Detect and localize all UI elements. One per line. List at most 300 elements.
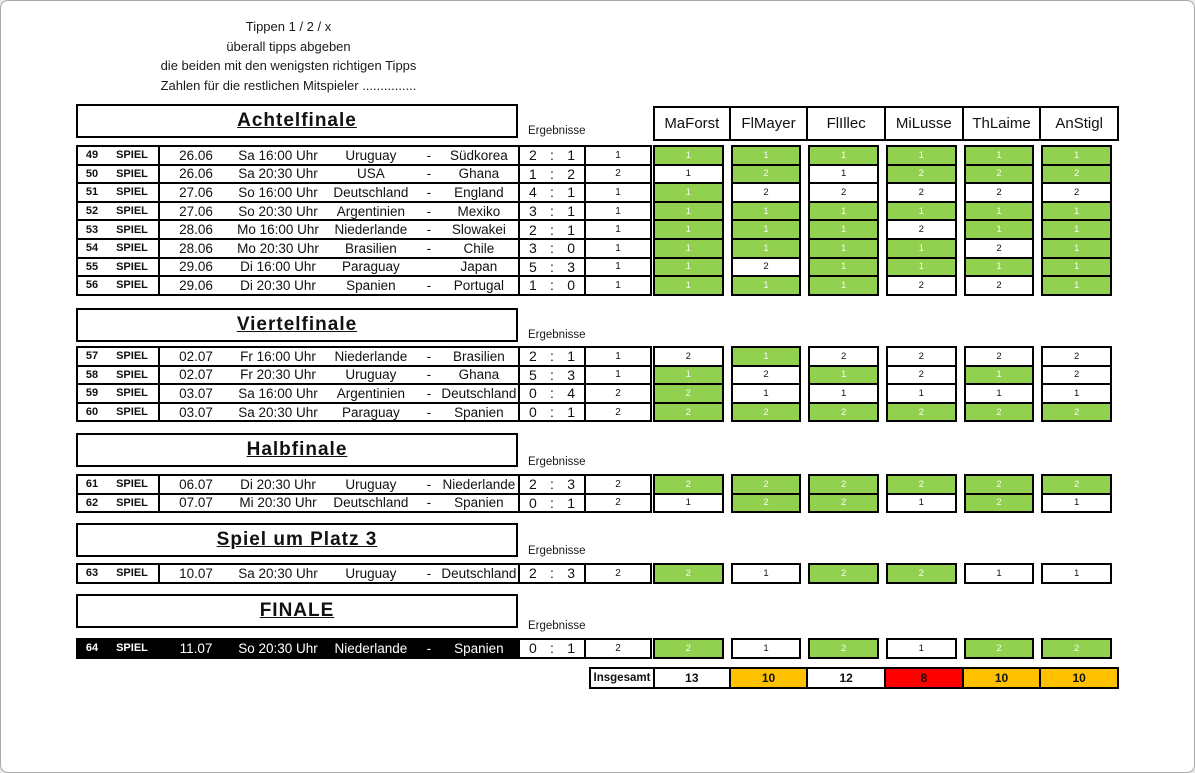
score-colon: :	[550, 258, 554, 275]
tip-cell-thlaime: 1	[964, 383, 1035, 404]
tip-cell-thlaime: 2	[964, 474, 1035, 495]
spiel-label: SPIEL	[116, 167, 148, 180]
tip-cell-flmayer: 2	[731, 402, 802, 423]
tip-cell-milusse: 1	[886, 145, 957, 166]
match-date: 11.07	[179, 640, 213, 656]
score-box	[518, 257, 586, 278]
team-separator: -	[426, 147, 432, 163]
home-team: Spanien	[346, 277, 396, 293]
home-team: Uruguay	[345, 147, 397, 163]
match-info-box	[158, 182, 520, 203]
spiel-label: SPIEL	[116, 567, 148, 580]
tip-cell-milusse: 1	[886, 257, 957, 278]
score-colon: :	[550, 404, 554, 421]
result-value: 2	[615, 387, 621, 399]
result-box	[584, 638, 652, 659]
result-box	[584, 474, 652, 495]
spiel-label: SPIEL	[116, 149, 148, 162]
result-value: 1	[615, 369, 621, 381]
note-line-1: Tippen 1 / 2 / x	[245, 19, 332, 34]
score-box	[518, 493, 586, 514]
section-title-box	[76, 523, 518, 557]
result-value: 1	[615, 186, 621, 198]
score-colon: :	[550, 348, 554, 365]
score-home: 2	[529, 221, 537, 238]
match-id-box	[76, 474, 160, 495]
match-date: 26.06	[179, 147, 213, 163]
tip-cell-milusse: 2	[886, 365, 957, 386]
spiel-label: SPIEL	[116, 279, 148, 292]
header-notes	[61, 17, 516, 95]
section-title-box	[76, 308, 518, 342]
away-team: Südkorea	[450, 147, 508, 163]
team-separator: -	[426, 277, 432, 293]
result-box	[584, 346, 652, 367]
spiel-label: SPIEL	[116, 205, 148, 218]
home-team: Argentinien	[336, 385, 406, 401]
score-away: 0	[567, 240, 575, 257]
tip-cell-anstigl: 1	[1041, 145, 1112, 166]
score-box	[518, 365, 586, 386]
total-cell-thlaime: 10	[962, 667, 1042, 689]
tip-cell-milusse: 2	[886, 474, 957, 495]
tip-cell-thlaime: 2	[964, 238, 1035, 259]
tip-cell-anstigl: 2	[1041, 346, 1112, 367]
score-colon: :	[550, 203, 554, 220]
section-title: Halbfinale	[246, 439, 348, 460]
tip-cell-flillec: 2	[808, 563, 879, 584]
match-day-time: So 20:30 Uhr	[238, 640, 318, 656]
match-number: 59	[85, 387, 99, 400]
match-id-box	[76, 145, 160, 166]
spiel-label: SPIEL	[116, 186, 148, 199]
score-colon: :	[550, 640, 554, 657]
match-id-box	[76, 164, 160, 185]
score-away: 1	[567, 348, 575, 365]
match-date: 29.06	[179, 259, 213, 275]
score-box	[518, 201, 586, 222]
tip-cell-milusse: 1	[886, 638, 957, 659]
score-home: 1	[529, 277, 537, 294]
section-title-box	[76, 104, 518, 138]
score-away: 1	[567, 221, 575, 238]
tip-cell-flmayer: 1	[731, 346, 802, 367]
result-box	[584, 365, 652, 386]
score-box	[518, 402, 586, 423]
score-away: 1	[567, 147, 575, 164]
score-box	[518, 346, 586, 367]
tips-row	[653, 145, 1119, 166]
tip-cell-thlaime: 1	[964, 219, 1035, 240]
tip-cell-anstigl: 1	[1041, 219, 1112, 240]
team-separator: -	[426, 367, 432, 383]
tip-cell-milusse: 1	[886, 383, 957, 404]
total-cell-milusse: 8	[884, 667, 964, 689]
tips-row	[653, 402, 1119, 423]
match-info-box	[158, 238, 520, 259]
match-number: 53	[85, 223, 99, 236]
tip-cell-flillec: 1	[808, 257, 879, 278]
match-date: 02.07	[179, 348, 213, 364]
score-away: 2	[567, 165, 575, 182]
match-number: 49	[85, 149, 99, 162]
result-box	[584, 238, 652, 259]
tip-cell-thlaime: 2	[964, 275, 1035, 296]
player-header-anstigl: AnStigl	[1039, 106, 1119, 141]
tip-cell-flillec: 2	[808, 638, 879, 659]
score-colon: :	[550, 476, 554, 493]
tip-cell-anstigl: 2	[1041, 164, 1112, 185]
score-box	[518, 275, 586, 296]
score-away: 4	[567, 385, 575, 402]
home-team: Deutschland	[333, 495, 409, 511]
score-away: 1	[567, 404, 575, 421]
match-row	[76, 493, 652, 514]
tip-cell-maforst: 2	[653, 346, 724, 367]
away-team: Brasilien	[453, 348, 505, 364]
away-team: Niederlande	[442, 476, 516, 492]
match-date: 28.06	[179, 222, 213, 238]
match-info-box	[158, 164, 520, 185]
team-separator: -	[426, 348, 432, 364]
spiel-label: SPIEL	[116, 350, 148, 363]
home-team: Niederlande	[334, 222, 408, 238]
match-number: 60	[85, 406, 99, 419]
match-date: 26.06	[179, 166, 213, 182]
match-number: 63	[85, 567, 99, 580]
tip-cell-milusse: 2	[886, 219, 957, 240]
home-team: Argentinien	[336, 203, 406, 219]
match-day-time: Sa 20:30 Uhr	[238, 166, 318, 182]
team-separator: -	[426, 184, 432, 200]
match-id-box	[76, 383, 160, 404]
match-row	[76, 638, 652, 659]
match-info-box	[158, 402, 520, 423]
score-home: 0	[529, 404, 537, 421]
home-team: Brasilien	[345, 240, 397, 256]
away-team: Japan	[460, 259, 498, 275]
player-header-maforst: MaForst	[653, 106, 731, 141]
match-day-time: Mi 20:30 Uhr	[239, 495, 317, 511]
result-value: 2	[615, 642, 621, 654]
section-title-box	[76, 433, 518, 467]
tip-cell-thlaime: 1	[964, 145, 1035, 166]
score-away: 0	[567, 277, 575, 294]
tip-cell-flillec: 1	[808, 365, 879, 386]
match-number: 58	[85, 368, 99, 381]
match-info-box	[158, 474, 520, 495]
tip-cell-milusse: 1	[886, 201, 957, 222]
player-header-milusse: MiLusse	[884, 106, 964, 141]
tip-cell-flmayer: 2	[731, 474, 802, 495]
match-day-time: Di 20:30 Uhr	[240, 277, 316, 293]
match-row	[76, 365, 652, 386]
match-row	[76, 201, 652, 222]
result-box	[584, 164, 652, 185]
team-separator: -	[426, 222, 432, 238]
result-value: 2	[615, 567, 621, 579]
score-home: 5	[529, 366, 537, 383]
tip-cell-maforst: 1	[653, 493, 724, 514]
tip-cell-anstigl: 1	[1041, 201, 1112, 222]
tip-cell-maforst: 1	[653, 365, 724, 386]
score-box	[518, 383, 586, 404]
away-team: Spanien	[454, 404, 504, 420]
tip-cell-anstigl: 1	[1041, 383, 1112, 404]
match-id-box	[76, 493, 160, 514]
score-home: 2	[529, 476, 537, 493]
result-box	[584, 219, 652, 240]
tip-cell-maforst: 1	[653, 257, 724, 278]
note-line-3: die beiden mit den wenigsten richtigen Tipps	[160, 58, 417, 73]
match-day-time: So 20:30 Uhr	[238, 203, 318, 219]
match-row	[76, 474, 652, 495]
team-separator: -	[426, 385, 432, 401]
match-info-box	[158, 145, 520, 166]
spiel-label: SPIEL	[116, 387, 148, 400]
match-row	[76, 275, 652, 296]
match-number: 51	[85, 186, 99, 199]
score-box	[518, 474, 586, 495]
spiel-label: SPIEL	[116, 368, 148, 381]
match-id-box	[76, 275, 160, 296]
ergebnisse-label: Ergebnisse	[528, 456, 586, 468]
match-number: 64	[85, 642, 99, 655]
match-day-time: Sa 20:30 Uhr	[238, 404, 318, 420]
tips-row	[653, 493, 1119, 514]
match-info-box	[158, 257, 520, 278]
tip-cell-milusse: 1	[886, 493, 957, 514]
score-box	[518, 182, 586, 203]
tip-cell-thlaime: 2	[964, 346, 1035, 367]
away-team: Spanien	[454, 495, 504, 511]
score-colon: :	[550, 147, 554, 164]
match-day-time: Sa 16:00 Uhr	[238, 385, 318, 401]
match-number: 55	[85, 260, 99, 273]
score-home: 5	[529, 258, 537, 275]
result-value: 1	[615, 205, 621, 217]
match-id-box	[76, 201, 160, 222]
score-home: 0	[529, 494, 537, 511]
team-separator: -	[426, 240, 432, 256]
tip-cell-thlaime: 1	[964, 257, 1035, 278]
tips-row	[653, 383, 1119, 404]
match-number: 50	[85, 167, 99, 180]
tip-cell-flmayer: 2	[731, 365, 802, 386]
tip-cell-flmayer: 1	[731, 563, 802, 584]
tip-cell-flillec: 1	[808, 164, 879, 185]
tip-cell-thlaime: 2	[964, 402, 1035, 423]
spiel-label: SPIEL	[116, 223, 148, 236]
result-box	[584, 201, 652, 222]
tips-row	[653, 164, 1119, 185]
match-day-time: Mo 16:00 Uhr	[237, 222, 319, 238]
score-home: 3	[529, 240, 537, 257]
match-day-time: Sa 16:00 Uhr	[238, 147, 318, 163]
section-title: Viertelfinale	[236, 314, 358, 335]
away-team: England	[454, 184, 504, 200]
score-colon: :	[550, 221, 554, 238]
match-id-box	[76, 563, 160, 584]
match-row	[76, 145, 652, 166]
tip-cell-flillec: 2	[808, 493, 879, 514]
result-box	[584, 145, 652, 166]
score-away: 3	[567, 366, 575, 383]
score-box	[518, 164, 586, 185]
total-cell-anstigl: 10	[1039, 667, 1119, 689]
tips-row	[653, 365, 1119, 386]
player-header-flmayer: FlMayer	[729, 106, 809, 141]
note-line-2: überall tipps abgeben	[226, 38, 351, 54]
tips-row	[653, 563, 1119, 584]
result-value: 2	[615, 497, 621, 509]
result-value: 1	[615, 350, 621, 362]
tip-cell-flmayer: 1	[731, 275, 802, 296]
ergebnisse-label: Ergebnisse	[528, 620, 586, 632]
tips-row	[653, 257, 1119, 278]
match-day-time: Fr 16:00 Uhr	[240, 348, 316, 364]
result-box	[584, 182, 652, 203]
score-away: 3	[567, 565, 575, 582]
match-number: 56	[85, 279, 99, 292]
score-box	[518, 219, 586, 240]
tip-cell-maforst: 2	[653, 402, 724, 423]
score-box	[518, 238, 586, 259]
match-row	[76, 563, 652, 584]
score-colon: :	[550, 277, 554, 294]
score-colon: :	[550, 385, 554, 402]
score-away: 1	[567, 203, 575, 220]
tip-cell-flmayer: 1	[731, 238, 802, 259]
totals-row	[653, 667, 1119, 689]
away-team: Deutschland	[441, 565, 517, 581]
tip-cell-maforst: 2	[653, 638, 724, 659]
match-info-box	[158, 346, 520, 367]
score-home: 1	[529, 165, 537, 182]
match-date: 29.06	[179, 277, 213, 293]
score-colon: :	[550, 494, 554, 511]
totals-label: Insgesamt	[589, 667, 655, 689]
tip-cell-maforst: 1	[653, 182, 724, 203]
match-row	[76, 346, 652, 367]
match-info-box	[158, 219, 520, 240]
away-team: Ghana	[458, 166, 500, 182]
match-row	[76, 164, 652, 185]
tip-cell-flmayer: 1	[731, 638, 802, 659]
tip-cell-flmayer: 2	[731, 257, 802, 278]
section-title-box	[76, 594, 518, 628]
team-separator: -	[426, 495, 432, 511]
match-day-time: Mo 20:30 Uhr	[237, 240, 319, 256]
tip-cell-thlaime: 2	[964, 638, 1035, 659]
result-value: 1	[615, 261, 621, 273]
tip-cell-anstigl: 2	[1041, 638, 1112, 659]
match-id-box	[76, 346, 160, 367]
away-team: Chile	[463, 240, 495, 256]
spiel-label: SPIEL	[116, 260, 148, 273]
team-separator: -	[426, 640, 432, 656]
tip-cell-milusse: 2	[886, 182, 957, 203]
match-row	[76, 219, 652, 240]
home-team: Deutschland	[333, 184, 409, 200]
home-team: Uruguay	[345, 367, 397, 383]
match-date: 06.07	[179, 476, 213, 492]
home-team: Niederlande	[334, 640, 408, 656]
result-box	[584, 275, 652, 296]
tip-cell-thlaime: 2	[964, 164, 1035, 185]
tip-cell-milusse: 2	[886, 346, 957, 367]
match-info-box	[158, 201, 520, 222]
player-header-row	[653, 106, 1119, 141]
tips-row	[653, 346, 1119, 367]
tip-cell-flillec: 1	[808, 219, 879, 240]
match-info-box	[158, 638, 520, 659]
match-day-time: So 16:00 Uhr	[238, 184, 318, 200]
tip-cell-flmayer: 1	[731, 219, 802, 240]
score-away: 1	[567, 184, 575, 201]
match-day-time: Di 16:00 Uhr	[240, 259, 316, 275]
match-number: 52	[85, 205, 99, 218]
tip-cell-thlaime: 2	[964, 493, 1035, 514]
match-row	[76, 182, 652, 203]
team-separator: -	[426, 166, 432, 182]
tip-cell-maforst: 2	[653, 563, 724, 584]
match-number: 61	[85, 478, 99, 491]
score-colon: :	[550, 366, 554, 383]
spiel-label: SPIEL	[116, 642, 148, 655]
total-cell-maforst: 13	[653, 667, 731, 689]
tips-row	[653, 638, 1119, 659]
away-team: Ghana	[458, 367, 500, 383]
tip-cell-flillec: 1	[808, 383, 879, 404]
match-info-box	[158, 493, 520, 514]
tip-cell-anstigl: 2	[1041, 365, 1112, 386]
result-box	[584, 493, 652, 514]
match-day-time: Sa 20:30 Uhr	[238, 565, 318, 581]
tip-cell-milusse: 2	[886, 563, 957, 584]
match-number: 62	[85, 496, 99, 509]
tip-cell-milusse: 2	[886, 164, 957, 185]
result-value: 1	[615, 149, 621, 161]
score-colon: :	[550, 565, 554, 582]
spiel-label: SPIEL	[116, 496, 148, 509]
section-title: FINALE	[259, 600, 335, 621]
match-date: 02.07	[179, 367, 213, 383]
match-id-box	[76, 638, 160, 659]
tip-cell-flmayer: 2	[731, 182, 802, 203]
home-team: Uruguay	[345, 565, 397, 581]
away-team: Deutschland	[441, 385, 517, 401]
tip-cell-anstigl: 1	[1041, 493, 1112, 514]
away-team: Portugal	[453, 277, 505, 293]
score-home: 2	[529, 565, 537, 582]
tip-cell-flillec: 1	[808, 145, 879, 166]
score-home: 0	[529, 640, 537, 657]
team-separator: -	[426, 476, 432, 492]
result-value: 2	[615, 478, 621, 490]
tip-cell-flillec: 2	[808, 474, 879, 495]
score-home: 2	[529, 147, 537, 164]
match-date: 10.07	[179, 565, 213, 581]
tips-row	[653, 219, 1119, 240]
tip-cell-anstigl: 2	[1041, 402, 1112, 423]
result-value: 2	[615, 406, 621, 418]
match-id-box	[76, 257, 160, 278]
player-header-thlaime: ThLaime	[962, 106, 1042, 141]
match-date: 27.06	[179, 184, 213, 200]
ergebnisse-label: Ergebnisse	[528, 545, 586, 557]
match-row	[76, 383, 652, 404]
